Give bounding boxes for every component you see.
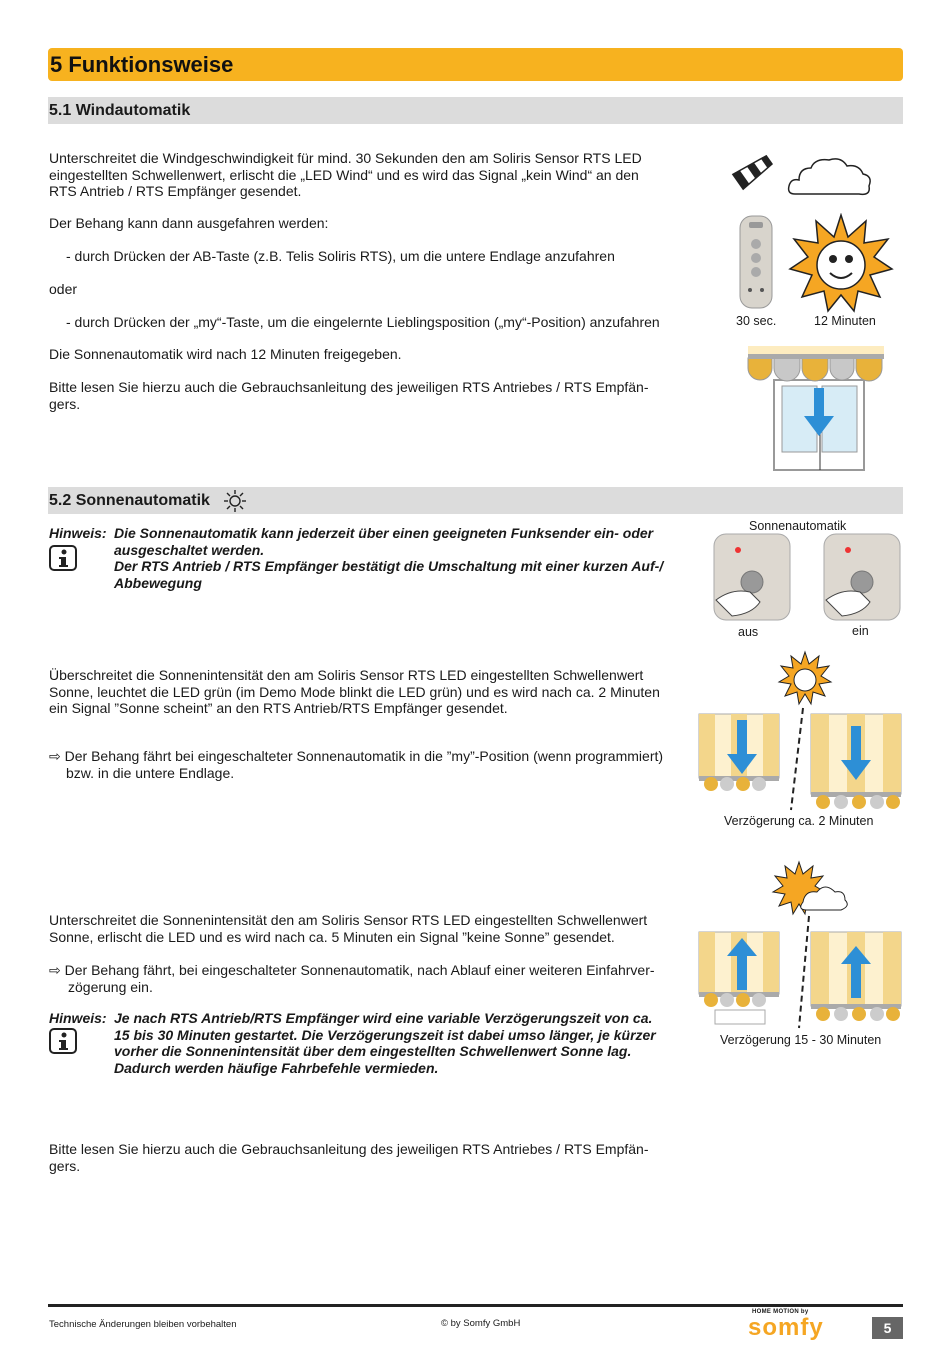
caption-sonnenautomatik: Sonnenautomatik bbox=[749, 519, 847, 533]
somfy-logo: somfy bbox=[748, 1314, 824, 1341]
windautomatik-paragraph-1: Unterschreitet die Windgeschwindigkeit für mind. 30 Sekunden den am Soliris Sensor RTS LED eingestellten Schwellenwert, erlischt die „LED Wind“ und es wird das Signal „kein Wind“ an den RTS Antrieb / RTS Empfänger gesendet. bbox=[49, 150, 642, 199]
remote-control-icon bbox=[738, 214, 774, 310]
somfy-tagline: HOME MOTION by bbox=[752, 1309, 809, 1315]
windautomatik-paragraph-4: Bitte lesen Sie hierzu auch die Gebrauchsanleitung des jeweiligen RTS Antriebes / RTS Empfän- gers. bbox=[49, 379, 649, 412]
awnings-down-illustration bbox=[695, 650, 910, 814]
sonnenautomatik-paragraph-2: Unterschreitet die Sonnenintensität den am Soliris Sensor RTS LED eingestellten Schwellenwert Sonne, erlischt die LED und es wird nach ca. 5 Minuten ein Signal ”keine Sonne” gesendet. bbox=[49, 912, 648, 945]
footer-copyright: © by Somfy GmbH bbox=[441, 1318, 521, 1329]
note-1-text: Die Sonnenautomatik kann jederzeit über einen geeigneten Funksender ein- oder ausgeschaltet werden. Der RTS Antrieb / RTS Empfänger bestätigt die Umschaltung mit einer kurzen Auf-/ Abbewegung bbox=[114, 525, 664, 591]
caption-30-sec: 30 sec. bbox=[736, 314, 777, 328]
oder-text: oder bbox=[49, 281, 78, 297]
chapter-title: 5 Funktionsweise bbox=[48, 48, 903, 81]
caption-ein: ein bbox=[852, 624, 869, 638]
arrow-right-icon: ⇨ bbox=[49, 748, 61, 764]
windautomatik-paragraph-2: Der Behang kann dann ausgefahren werden: bbox=[49, 215, 329, 231]
caption-verzoegerung-2-minuten: Verzögerung ca. 2 Minuten bbox=[724, 814, 874, 828]
sonnenautomatik-paragraph-1: Überschreitet die Sonnenintensität den am Soliris Sensor RTS LED eingestellten Schwellenwert Sonne, leuchtet die LED grün (im Demo Mode blinkt die LED grün) und es wird nach ca. 2 Minuten ein Signal ”Sonne scheint” an den RTS Antrieb/RTS Empfänger gesendet. bbox=[49, 667, 660, 716]
footer-disclaimer: Technische Änderungen bleiben vorbehalten bbox=[49, 1319, 237, 1330]
note-1-label: Hinweis: bbox=[49, 525, 107, 541]
caption-aus: aus bbox=[738, 625, 759, 639]
caption-12-minuten: 12 Minuten bbox=[814, 314, 876, 328]
bullet-my-taste: - durch Drücken der „my“-Taste, um die eingelernte Lieblingsposition („my“-Position) anzufahren bbox=[66, 314, 660, 330]
sonnenautomatik-remotes-illustration bbox=[712, 532, 912, 624]
info-icon bbox=[49, 545, 77, 571]
sun-icon bbox=[224, 490, 246, 512]
section-title-windautomatik: 5.1 Windautomatik bbox=[48, 97, 903, 124]
arrow-right-icon: ⇨ bbox=[49, 962, 61, 978]
note-2-text: Je nach RTS Antrieb/RTS Empfänger wird eine variable Verzögerungszeit von ca. 15 bis 30 Minuten gestartet. Die Verzögerungszeit ist dabei umso länger, je kürzer vorher die Sonnenintensität über dem eingestellten Schwellenwert Sonne lag. Dadurch werden häufige Fahrbefehle vermieden. bbox=[114, 1010, 656, 1076]
section-title-sonnenautomatik: 5.2 Sonnenautomatik bbox=[48, 487, 903, 514]
info-icon bbox=[49, 1028, 77, 1054]
caption-verzoegerung-15-30-minuten: Verzögerung 15 - 30 Minuten bbox=[720, 1033, 882, 1047]
arrow-note-2: ⇨ Der Behang fährt, bei eingeschalteter Sonnenautomatik, nach Ablauf einer weiteren Einfahrver- zögerung ein. bbox=[49, 962, 655, 995]
bullet-ab-taste: - durch Drücken der AB-Taste (z.B. Telis Soliris RTS), um die untere Endlage anzufahren bbox=[66, 248, 615, 264]
cloud-icon bbox=[785, 154, 873, 202]
footer-divider bbox=[48, 1304, 903, 1307]
awning-window-illustration bbox=[746, 340, 886, 472]
awnings-up-illustration bbox=[695, 860, 910, 1032]
sun-face-icon bbox=[788, 213, 894, 313]
windsock-icon bbox=[728, 148, 778, 192]
sonnenautomatik-paragraph-3: Bitte lesen Sie hierzu auch die Gebrauchsanleitung des jeweiligen RTS Antriebes / RTS Empfän- gers. bbox=[49, 1141, 649, 1174]
windautomatik-paragraph-3: Die Sonnenautomatik wird nach 12 Minuten freigegeben. bbox=[49, 346, 402, 362]
page-number: 5 bbox=[872, 1317, 903, 1339]
note-2-label: Hinweis: bbox=[49, 1010, 107, 1026]
arrow-note-1: ⇨ Der Behang fährt bei eingeschalteter Sonnenautomatik in die ”my”-Position (wenn programmiert) bzw. in die untere Endlage. bbox=[49, 748, 664, 781]
